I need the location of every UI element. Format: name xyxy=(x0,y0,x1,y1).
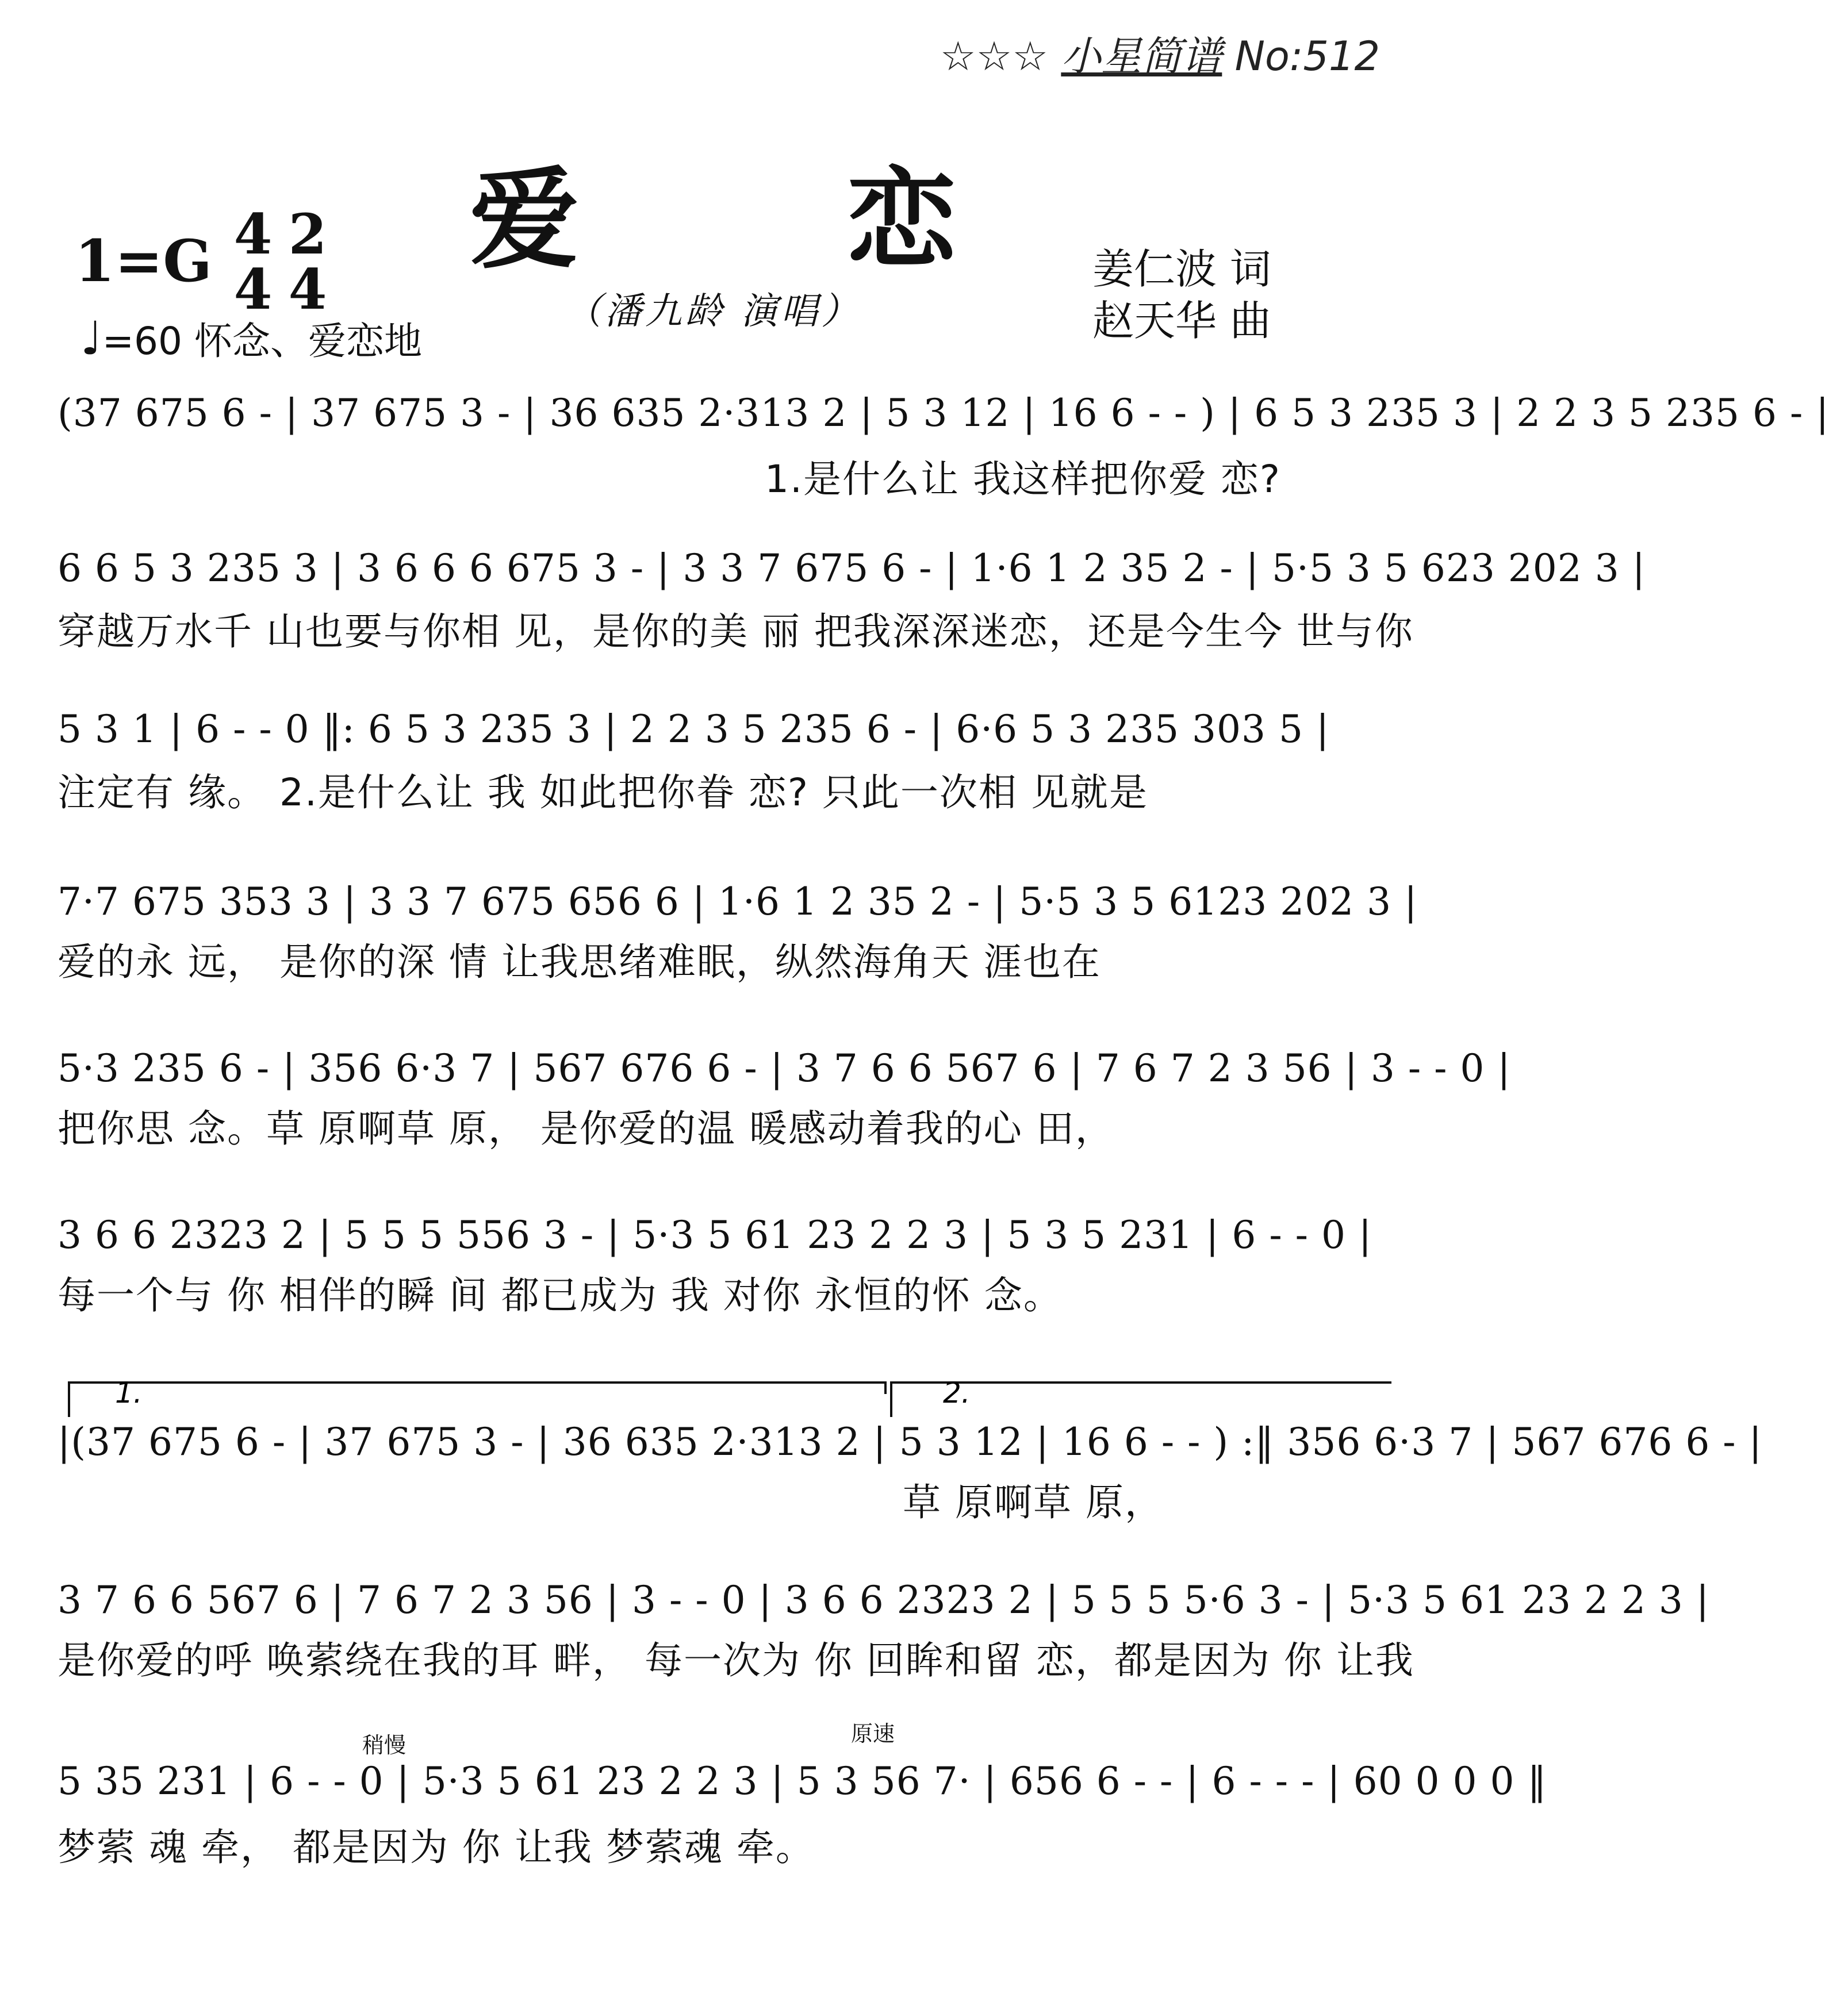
expression-mark: 怀念、爱恋地 xyxy=(194,319,423,363)
lyric-line-3: 注定有 缘。 2.是什么让 我 如此把你眷 恋? 只此一次相 见就是 xyxy=(57,770,1148,815)
notation-line-5: 5·3 235 6 - | 356 6·3 7 | 567 676 6 - | 3 7 6 6 567 6 | 7 6 7 2 3 56 | 3 - - 0 | xyxy=(57,1046,1511,1090)
volta-first-label: 1. xyxy=(115,1376,143,1410)
slow-annotation: 稍慢 xyxy=(362,1733,407,1758)
notation-line-1: (37 675 6 - | 37 675 3 - | 36 635 2·313 2 | 5 3 12 | 16 6 - - ) | 6 5 3 235 3 | 2 2 3 5 235 6 - | xyxy=(57,391,1829,435)
lyric-line-1: 1.是什么让 我这样把你爱 恋? xyxy=(765,457,1281,501)
brand-stars: ☆☆☆ xyxy=(940,33,1049,80)
lyric-line-7: 草 原啊草 原， xyxy=(903,1480,1164,1525)
volta-second-label: 2. xyxy=(943,1376,971,1410)
quarter-note-icon: ♩ xyxy=(80,312,102,365)
brand-name[interactable]: 小星简谱 xyxy=(1061,33,1222,80)
time-signature-2-4 xyxy=(285,202,331,322)
notation-line-3: 5 3 1 | 6 - - 0 ‖: 6 5 3 235 3 | 2 2 3 5 235 6 - | 6·6 5 3 235 303 5 | xyxy=(57,707,1330,751)
notation-line-8: 3 7 6 6 567 6 | 7 6 7 2 3 56 | 3 - - 0 | 3 6 6 2323 2 | 5 5 5 5·6 3 - | 5·3 5 61 23 2 2 3 | xyxy=(57,1578,1710,1622)
tempo-primo-annotation: 原速 xyxy=(851,1721,895,1746)
notation-line-9: 5 35 231 | 6 - - 0 | 5·3 5 61 23 2 2 3 | 5 3 56 7· | 656 6 - - | 6 - - - | 60 0 0 0 ‖ xyxy=(57,1759,1547,1803)
key-signature: 1=G xyxy=(75,227,212,295)
lyric-line-9: 梦萦 魂 牵， 都是因为 你 让我 梦萦魂 牵。 xyxy=(57,1825,815,1869)
time-signature-4-4 xyxy=(230,202,276,322)
meter-top: 2 xyxy=(288,202,327,267)
lyric-line-2: 穿越万水千 山也要与你相 见，是你的美 丽 把我深深迷恋，还是今生今 世与你 xyxy=(57,609,1414,654)
lyric-line-6: 每一个与 你 相伴的瞬 间 都已成为 我 对你 永恒的怀 念。 xyxy=(57,1273,1063,1318)
notation-line-7: |(37 675 6 - | 37 675 3 - | 36 635 2·313 2 | 5 3 12 | 16 6 - - ) :‖ 356 6·3 7 | 567 676 6 - | xyxy=(57,1420,1762,1464)
lyricist-credit: 姜仁波 词 xyxy=(1092,245,1271,293)
brand-number: No:512 xyxy=(1234,33,1380,80)
composer-credit: 赵天华 曲 xyxy=(1092,297,1271,345)
brand-header xyxy=(940,24,1380,82)
singer-credit: （潘九龄 演唱） xyxy=(564,290,862,333)
lyric-line-5: 把你思 念。草 原啊草 原， 是你爱的温 暖感动着我的心 田， xyxy=(57,1107,1114,1151)
volta-brackets xyxy=(69,1377,1391,1417)
notation-line-2: 6 6 5 3 235 3 | 3 6 6 6 675 3 - | 3 3 7 675 6 - | 1·6 1 2 35 2 - | 5·5 3 5 623 202 3 | xyxy=(57,546,1646,590)
meter-bottom: 4 xyxy=(288,257,327,322)
notation-line-4: 7·7 675 353 3 | 3 3 7 675 656 6 | 1·6 1 2 35 2 - | 5·5 3 5 6123 202 3 | xyxy=(57,880,1418,924)
meter-bottom: 4 xyxy=(233,257,273,322)
meter-top: 4 xyxy=(233,202,273,267)
tempo-value: =60 xyxy=(102,319,183,363)
lyric-line-8: 是你爱的呼 唤萦绕在我的耳 畔， 每一次为 你 回眸和留 恋，都是因为 你 让我 xyxy=(57,1638,1414,1683)
lyric-line-4: 爱的永 远， 是你的深 情 让我思绪难眠，纵然海角天 涯也在 xyxy=(57,940,1101,984)
tempo-marking xyxy=(80,310,422,365)
notation-line-6: 3 6 6 2323 2 | 5 5 5 556 3 - | 5·3 5 61 23 2 2 3 | 5 3 5 231 | 6 - - 0 | xyxy=(57,1213,1372,1257)
song-title: 爱 恋 xyxy=(469,155,1072,283)
